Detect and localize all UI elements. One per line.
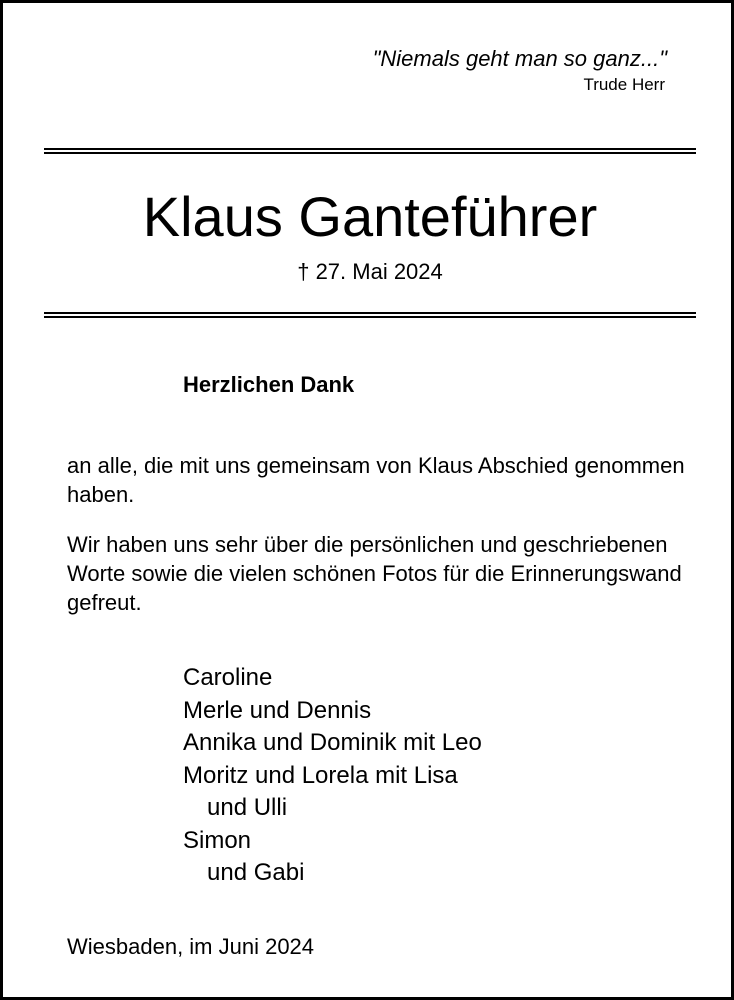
signature-line: und Gabi xyxy=(207,859,305,886)
thanks-paragraph-2: Wir haben uns sehr über die persönlichen und geschriebenen Worte sowie die vielen schönen Fotos für die Erinnerungswand gefreut. xyxy=(67,532,682,615)
signature-list xyxy=(183,662,482,890)
place-and-date: Wiesbaden, im Juni 2024 xyxy=(67,934,315,959)
quote-text: "Niemals geht man so ganz..." xyxy=(372,46,667,71)
signature-line: und Ulli xyxy=(207,794,288,821)
signature-line: Caroline xyxy=(183,664,273,691)
top-double-rule xyxy=(44,148,696,154)
quote-block xyxy=(373,45,667,97)
thanks-heading: Herzlichen Dank xyxy=(183,372,355,397)
bottom-double-rule xyxy=(44,312,696,318)
quote-author: Trude Herr xyxy=(583,75,665,94)
signature-line: Moritz und Lorela mit Lisa xyxy=(183,761,458,789)
signature-line: Merle und Dennis xyxy=(183,696,372,724)
signature-line: Simon xyxy=(183,826,252,854)
signature-line: Annika und Dominik mit Leo xyxy=(183,729,482,756)
thanks-paragraph-1: an alle, die mit uns gemeinsam von Klaus Abschied genommen haben. xyxy=(67,453,685,507)
death-date: † 27. Mai 2024 xyxy=(297,259,443,284)
deceased-name: Klaus Ganteführer xyxy=(142,185,598,248)
